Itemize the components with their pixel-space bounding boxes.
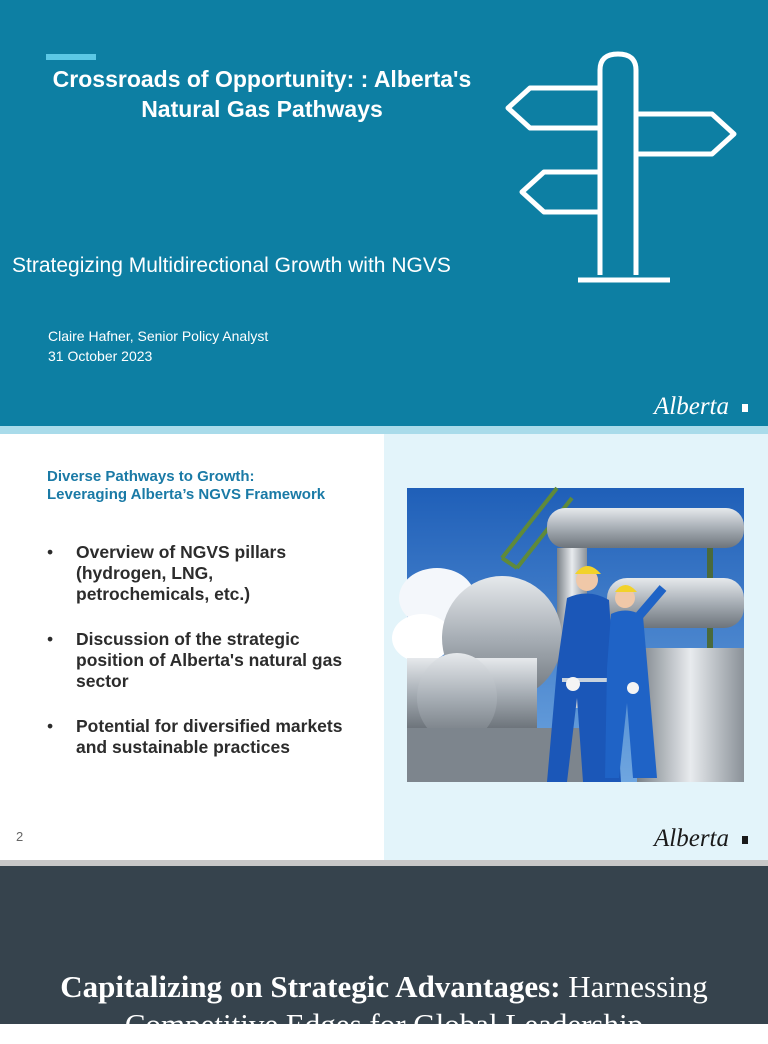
accent-bar <box>46 54 96 60</box>
alberta-logo <box>652 818 752 854</box>
headline-bold: Capitalizing on Strategic Advantages: <box>60 969 561 1004</box>
content-slide <box>0 434 768 860</box>
list-item <box>47 629 347 692</box>
slide-divider <box>0 426 768 434</box>
bullet-icon: • <box>47 629 54 649</box>
slide-headline <box>0 968 768 1044</box>
section-slide <box>0 866 768 1042</box>
bullet-icon: • <box>47 716 54 736</box>
bullet-icon: • <box>47 542 54 562</box>
bullet-text: Overview of NGVS pillars (hydrogen, LNG, petrochemicals, etc.) <box>76 542 287 604</box>
list-item <box>47 542 347 605</box>
svg-text:Alberta: Alberta <box>654 393 729 420</box>
signpost-icon <box>500 50 740 290</box>
slide-subtitle: Strategizing Multidirectional Growth with NGVS <box>12 254 451 277</box>
alberta-logo <box>652 386 752 422</box>
date-line: 31 October 2023 <box>48 348 153 364</box>
bullet-list <box>47 542 347 782</box>
slide-title: Crossroads of Opportunity: : Alberta's Natural Gas Pathways <box>52 66 472 122</box>
bullet-text: Discussion of the strategic position of Alberta's natural gas sector <box>76 629 343 691</box>
list-item <box>47 716 347 758</box>
author-line: Claire Hafner, Senior Policy Analyst <box>48 328 269 344</box>
title-slide <box>0 0 768 426</box>
page-number: 2 <box>16 829 24 844</box>
slide-heading: Diverse Pathways to Growth: Leveraging Alberta’s NGVS Framework <box>47 468 326 503</box>
headline-rest: Harnessing Competitive Edges for Global Leadership <box>124 969 708 1042</box>
svg-text:Alberta: Alberta <box>654 825 729 852</box>
bullet-text: Potential for diversified markets and sustainable practices <box>76 716 343 757</box>
workers-at-gas-plant-photo <box>407 488 744 782</box>
